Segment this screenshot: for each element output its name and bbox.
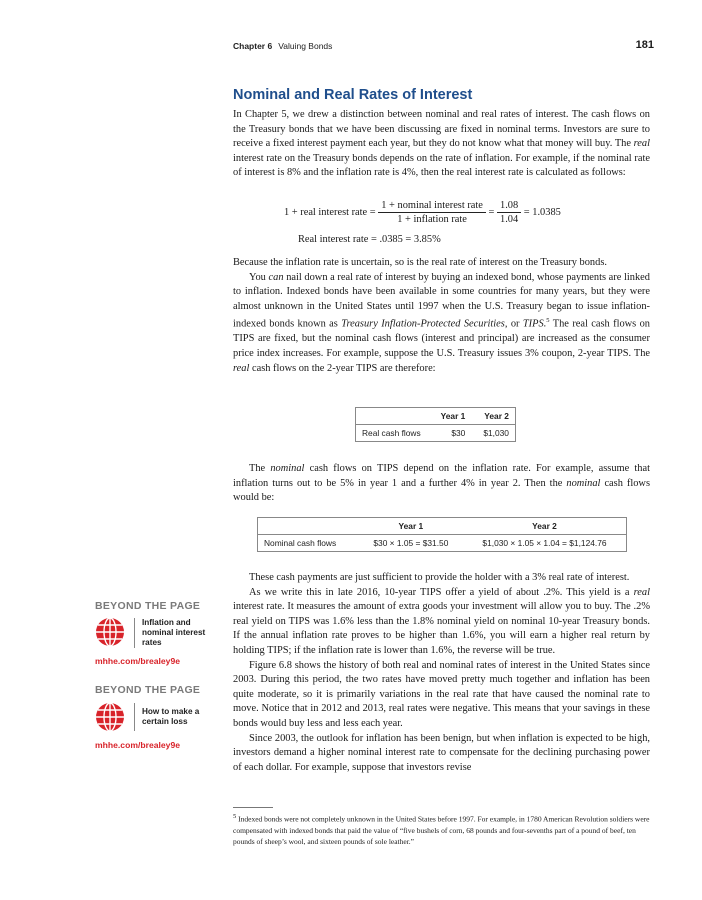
equation-result: = 1.0385 — [523, 206, 561, 218]
sidebar-title-1: BEYOND THE PAGE — [95, 600, 201, 612]
col-year-1: Year 1 — [435, 408, 472, 425]
paragraph-block-lower — [233, 571, 650, 775]
chapter-label: Chapter 6 — [233, 41, 273, 51]
equation-fraction-2: $\frac{1.08}{1.04}$ — [497, 200, 521, 225]
equation-lhs: 1 + real interest rate = — [284, 206, 376, 218]
equation-fraction-1: $\frac{\text{1 + nominal interest rate}}{\text{1 + inflation rate}}$ — [378, 200, 486, 225]
section-title: Nominal and Real Rates of Interest — [233, 87, 473, 103]
paragraph-yield: As we write this in late 2016, 10-year TIPS offer a yield of about .2%. This yield is a real interest rate. It measures the amount of extra goods your investment will allow you to buy. The .2% real yield on TIPS was 1.6% less than the 1.8% nominal yield on nominal 10-year Treasury bonds. If the annual inflation rate proves to be higher than 1.6%, you will earn a higher real return by holding TIPS; if the inflation rate is lower than 1.6%, the reverse will be true. — [233, 586, 650, 656]
chapter-title: Valuing Bonds — [278, 41, 333, 51]
sidebar-link-2[interactable]: mhhe.com/brealey9e — [95, 740, 181, 750]
sidebar-desc-2: How to make a certain loss — [142, 707, 200, 726]
sidebar-divider — [134, 703, 135, 731]
paragraph-uncertainty: Because the inflation rate is uncertain, so is the real rate of interest on the Treasury bonds. You can nail down a real rate of interest by buying an indexed bond, whose payments are linked to inflation. Indexed bonds have been available in some countries for many years, but they were almost unknown in the United States until 1997 when the U.S. Treasury began to issue inflation-indexed bonds known as Treasury Inflation-Protected Securities, or TIPS.$^5$ The real cash flows on TIPS are fixed, but the nominal cash flows (interest and principal) are increased as the consumer price index increases. For example, suppose the U.S. Treasury issues 3% coupon, 2-year TIPS. The real cash flows on the 2-year TIPS are therefore: — [233, 256, 650, 376]
page-number: 181 — [635, 39, 654, 51]
footnote-number: 5 — [233, 813, 237, 820]
paragraph-nominal: The nominal cash flows on TIPS depend on the inflation rate. For example, assume that inflation turns out to be 5% in year 1 and a further 4% in year 2. Then the nominal cash flows would be: — [233, 463, 650, 504]
col-year-2: Year 2 — [463, 518, 626, 535]
table-row: Real cash flows $30 $1,030 — [362, 428, 509, 438]
footnote-rule — [233, 807, 273, 808]
globe-icon — [95, 617, 125, 647]
equation-real-rate: 1 + real interest rate = $\frac{\text{1 + nominal interest rate}}{\text{1 + inflation rate}}$ = $\frac{1.08}{1.04}$ = 1.0385 — [284, 200, 561, 225]
footnote-ref: 5 — [546, 317, 550, 325]
real-cash-flows-table — [355, 407, 516, 442]
sidebar-title-2: BEYOND THE PAGE — [95, 684, 201, 696]
col-year-1: Year 1 — [359, 518, 463, 535]
paragraph-figure: Figure 6.8 shows the history of both real and nominal rates of interest in the United States since 2003. During this period, the two rates have moved pretty much together and inflation has been quite moderate, so it is primarily variations in the real rate that have caused the nominal rate to move. Notice that in 2012 and 2013, real rates were negative. This means that your savings in these bonds would buy less and less each year. — [233, 659, 650, 729]
sidebar-link-1[interactable]: mhhe.com/brealey9e — [95, 656, 181, 666]
table-row: Nominal cash flows $30 × 1.05 = $31.50 $1,030 × 1.05 × 1.04 = $1,124.76 — [264, 538, 607, 548]
paragraph-sufficient: These cash payments are just sufficient to provide the holder with a 3% real rate of interest. — [249, 572, 630, 583]
sidebar-desc-1: Inflation and nominal interest rates — [142, 618, 206, 647]
paragraph-outlook: Since 2003, the outlook for inflation has been benign, but when inflation is expected to be high, investors demand a higher nominal interest rate to compensate for the declining purchasing power of each dollar. For example, suppose that investors revise — [233, 732, 650, 773]
col-year-2: Year 2 — [471, 408, 515, 425]
nominal-cash-flows-table — [257, 517, 627, 552]
running-header — [233, 41, 332, 51]
paragraph-intro: In Chapter 5, we drew a distinction between nominal and real rates of interest. The cash flows on the Treasury bonds that we have been discussing are fixed in nominal terms. Investors are sure to receive a fixed interest payment each year, but they do not know what that money will buy. The real interest rate on the Treasury bonds depends on the rate of inflation. For example, if the nominal rate of interest is 8% and the inflation rate is 4%, then the real interest rate is calculated as follows: — [233, 109, 650, 179]
globe-icon — [95, 702, 125, 732]
paragraph-tips: You can nail down a real rate of interest by buying an indexed bond, whose payments are linked to inflation. Indexed bonds have been available in some countries for many years, but they were almost unknown in the United States until 1997 when the U.S. Treasury began to issue inflation-indexed bonds known as Treasury Inflation-Protected Securities, or TIPS.$^5$ The real cash flows on TIPS are fixed, but the nominal cash flows (interest and principal) are increased as the consumer price index increases. For example, suppose the U.S. Treasury issues 3% coupon, 2-year TIPS. The real cash flows on the 2-year TIPS are therefore: — [233, 271, 651, 374]
sidebar-divider — [134, 618, 135, 648]
equation-line-2: Real interest rate = .0385 = 3.85% — [298, 234, 441, 245]
footnote — [233, 811, 650, 847]
footnote-text: Indexed bonds were not completely unknown in the United States before 1997. For example, in 1780 American Revolution soldiers were compensated with indexed bonds that paid the value of “five bushels of corn, 68 pounds and four-sevenths part of a pound of beef, ten pounds of sheep’s wool, and sixteen pounds of sole leather.” — [233, 814, 650, 846]
